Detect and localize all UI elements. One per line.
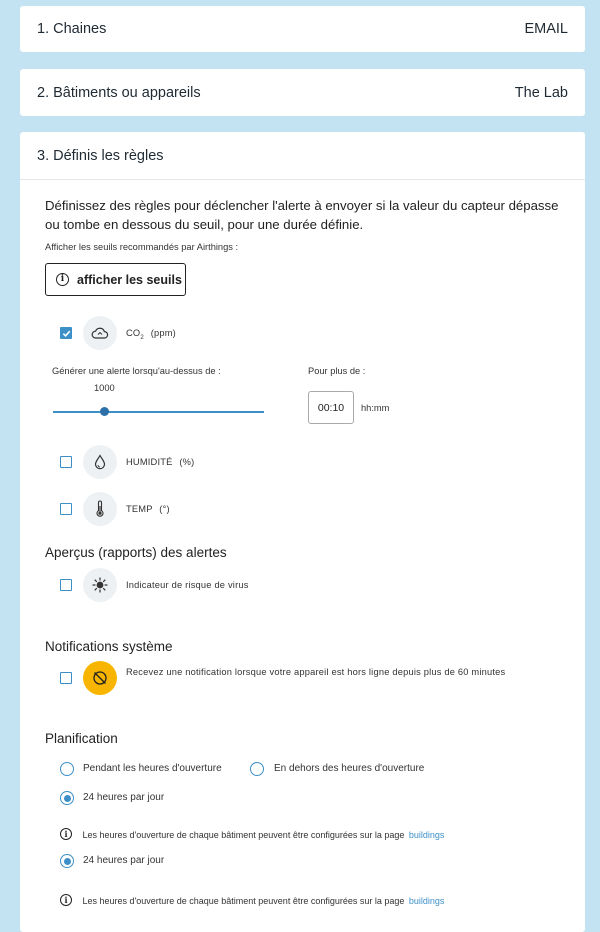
insights-title: Aperçus (rapports) des alertes [45, 545, 227, 560]
hours-note-2 [60, 891, 444, 909]
channels-value: EMAIL [524, 21, 568, 37]
offline-icon [83, 661, 117, 695]
info-icon: i [60, 828, 72, 840]
rules-card [20, 132, 585, 932]
humidity-unit: (%) [179, 457, 195, 467]
channels-card[interactable] [20, 6, 585, 52]
virus-risk-checkbox[interactable] [60, 579, 72, 591]
buildings-value: The Lab [514, 84, 568, 101]
threshold-slider-track[interactable] [53, 411, 264, 413]
duration-label: Pour plus de : [308, 366, 366, 376]
co2-unit: (ppm) [150, 328, 176, 338]
duration-input[interactable]: 00:10 [308, 391, 354, 424]
show-thresholds-button[interactable] [45, 263, 186, 296]
hours-note [60, 825, 444, 843]
24h-label-2: 24 heures par jour [83, 855, 165, 866]
opening-hours-label: Pendant les heures d'ouverture [83, 763, 222, 774]
show-thresholds-label: afficher les seuils [77, 272, 182, 287]
droplet-icon [83, 445, 117, 479]
buildings-link[interactable]: buildings [408, 830, 445, 840]
radio-24h-2[interactable] [60, 854, 74, 868]
threshold-value: 1000 [94, 383, 115, 393]
info-icon: i [60, 894, 72, 906]
info-icon: i [56, 273, 69, 286]
system-notifications-title: Notifications système [45, 639, 173, 654]
channels-title: 1. Chaines [37, 21, 107, 37]
alert-above-label: Générer une alerte lorsqu'au-dessus de : [52, 366, 221, 376]
buildings-title: 2. Bâtiments ou appareils [37, 84, 201, 101]
hours-note-text: Les heures d'ouverture de chaque bâtiment peuvent être configurées sur la page [82, 830, 405, 840]
rules-description: Définissez des règles pour déclencher l'alerte à envoyer si la valeur du capteur dépasse ou tombe en dessous du seuil, pour une durée définie. [45, 198, 559, 232]
radio-outside-hours[interactable] [250, 762, 264, 776]
check-icon [62, 329, 71, 338]
offline-notification-label: Recevez une notification lorsque votre appareil est hors ligne depuis plus de 60 minutes [126, 667, 506, 677]
buildings-card[interactable] [20, 69, 585, 116]
thermometer-icon [83, 492, 117, 526]
radio-24h[interactable] [60, 791, 74, 805]
co2-checkbox[interactable] [60, 327, 72, 339]
temp-label [126, 504, 170, 514]
virus-risk-label: Indicateur de risque de virus [126, 580, 249, 590]
humidity-name: HUMIDITÉ [126, 457, 173, 467]
temp-name: TEMP [126, 504, 153, 514]
humidity-label [126, 457, 194, 467]
humidity-checkbox[interactable] [60, 456, 72, 468]
hours-note-text-2: Les heures d'ouverture de chaque bâtiment peuvent être configurées sur la page [82, 896, 405, 906]
temp-checkbox[interactable] [60, 503, 72, 515]
co2-name: CO [126, 328, 141, 338]
temp-unit: (°) [159, 504, 170, 514]
24h-label: 24 heures par jour [83, 792, 165, 803]
outside-hours-label: En dehors des heures d'ouverture [274, 763, 425, 774]
threshold-slider-handle[interactable] [100, 407, 109, 416]
planning-title: Planification [45, 731, 118, 746]
virus-icon [83, 568, 117, 602]
recommended-label: Afficher les seuils recommandés par Airthings : [45, 242, 239, 252]
cloud-icon [83, 316, 117, 350]
rules-title: 3. Définis les règles [37, 147, 164, 164]
buildings-link-2[interactable]: buildings [408, 896, 445, 906]
radio-opening-hours[interactable] [60, 762, 74, 776]
offline-notification-checkbox[interactable] [60, 672, 72, 684]
duration-format: hh:mm [361, 403, 390, 413]
co2-subscript: 2 [140, 334, 144, 341]
co2-label [126, 328, 176, 341]
